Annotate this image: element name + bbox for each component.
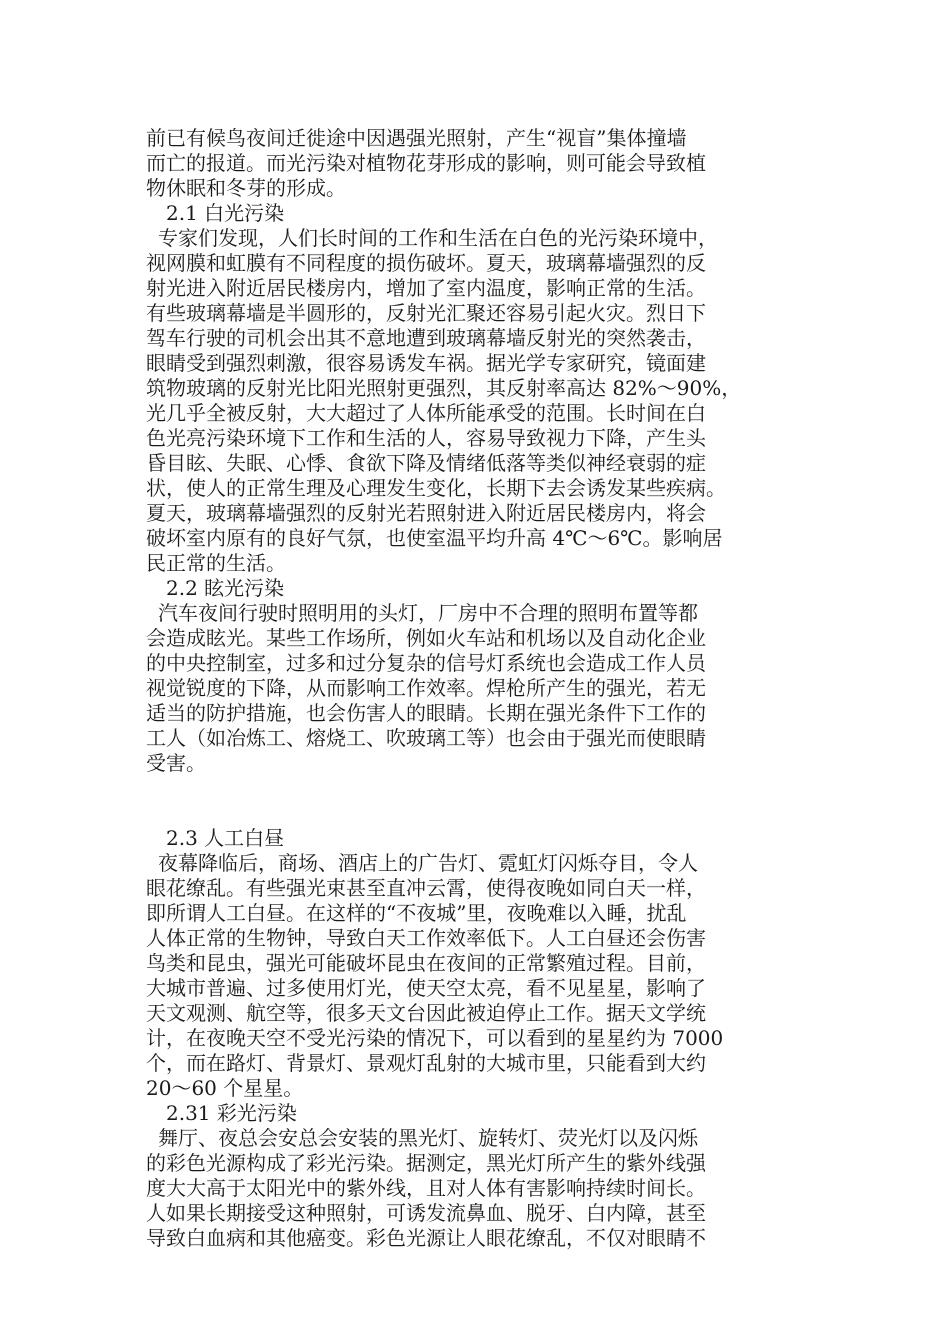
text-line: 大城市普遍、过多使用灯光，使天空太亮，看不见星星，影响了: [146, 976, 706, 1000]
text-line: 昏目眩、失眠、心悸、食欲下降及情绪低落等类似神经衰弱的症: [146, 451, 706, 475]
text-line: 视觉锐度的下降，从而影响工作效率。焊枪所产生的强光，若无: [146, 676, 706, 700]
text-line: 会造成眩光。某些工作场所，例如火车站和机场以及自动化企业: [146, 626, 706, 650]
section-heading-2-3: 2.3 人工白昼: [166, 826, 285, 850]
text-line: 个，而在路灯、背景灯、景观灯乱射的大城市里，只能看到大约: [146, 1051, 706, 1075]
text-line: 鸟类和昆虫，强光可能破坏昆虫在夜间的正常繁殖过程。目前，: [146, 951, 706, 975]
text-line: 专家们发现，人们长时间的工作和生活在白色的光污染环境中，: [158, 226, 718, 250]
text-line: 筑物玻璃的反射光比阳光照射更强烈，其反射率高达 82%～90%，: [146, 376, 742, 400]
text-line: 有些玻璃幕墙是半圆形的，反射光汇聚还容易引起火灾。烈日下: [146, 301, 706, 325]
section-heading-2-31: 2.31 彩光污染: [166, 1101, 297, 1125]
text-line: 的中央控制室，过多和过分复杂的信号灯系统也会造成工作人员: [146, 651, 706, 675]
text-line: 20～60 个星星。: [146, 1076, 304, 1100]
text-line: 视网膜和虹膜有不同程度的损伤破坏。夏天，玻璃幕墙强烈的反: [146, 251, 706, 275]
text-line: 而亡的报道。而光污染对植物花芽形成的影响，则可能会导致植: [146, 151, 706, 175]
text-line: 眼睛受到强烈刺激，很容易诱发车祸。据光学专家研究，镜面建: [146, 351, 706, 375]
document-body: [146, 126, 786, 1251]
text-line: 汽车夜间行驶时照明用的头灯，厂房中不合理的照明布置等都: [158, 601, 698, 625]
text-line: 导致白血病和其他癌变。彩色光源让人眼花缭乱，不仅对眼睛不: [146, 1226, 706, 1250]
text-line: 工人（如冶炼工、熔烧工、吹玻璃工等）也会由于强光而使眼睛: [146, 726, 706, 750]
text-line: 人如果长期接受这种照射，可诱发流鼻血、脱牙、白内障，甚至: [146, 1201, 706, 1225]
text-line: 前已有候鸟夜间迁徙途中因遇强光照射，产生“视盲”集体撞墙: [146, 126, 687, 150]
text-line: 民正常的生活。: [146, 551, 286, 575]
text-line: 舞厅、夜总会安总会安装的黑光灯、旋转灯、荧光灯以及闪烁: [158, 1126, 698, 1150]
text-line: 色光亮污染环境下工作和生活的人，容易导致视力下降，产生头: [146, 426, 706, 450]
text-line: 物休眠和冬芽的形成。: [146, 176, 346, 200]
section-heading-2-2: 2.2 眩光污染: [166, 576, 285, 600]
text-line: 适当的防护措施，也会伤害人的眼睛。长期在强光条件下工作的: [146, 701, 706, 725]
text-line: 计，在夜晚天空不受光污染的情况下，可以看到的星星约为 7000: [146, 1026, 724, 1050]
text-line: 即所谓人工白昼。在这样的“不夜城”里，夜晚难以入睡，扰乱: [146, 901, 687, 925]
text-line: 人体正常的生物钟，导致白天工作效率低下。人工白昼还会伤害: [146, 926, 706, 950]
text-line: 天文观测、航空等，很多天文台因此被迫停止工作。据天文学统: [146, 1001, 706, 1025]
paragraph-gap: [146, 776, 786, 826]
text-line: 的彩色光源构成了彩光污染。据测定，黑光灯所产生的紫外线强: [146, 1151, 706, 1175]
text-line: 眼花缭乱。有些强光束甚至直冲云霄，使得夜晚如同白天一样，: [146, 876, 706, 900]
text-line: 状，使人的正常生理及心理发生变化，长期下去会诱发某些疾病。: [146, 476, 726, 500]
text-line: 受害。: [146, 751, 206, 775]
text-line: 夜幕降临后，商场、酒店上的广告灯、霓虹灯闪烁夺目，令人: [158, 851, 698, 875]
text-line: 夏天，玻璃幕墙强烈的反射光若照射进入附近居民楼房内，将会: [146, 501, 706, 525]
text-line: 度大大高于太阳光中的紫外线，且对人体有害影响持续时间长。: [146, 1176, 706, 1200]
text-line: 射光进入附近居民楼房内，增加了室内温度，影响正常的生活。: [146, 276, 706, 300]
text-line: 驾车行驶的司机会出其不意地遭到玻璃幕墙反射光的突然袭击，: [146, 326, 706, 350]
text-line: 破坏室内原有的良好气氛，也使室温平均升高 4℃～6℃。影响居: [146, 526, 723, 550]
text-line: 光几乎全被反射，大大超过了人体所能承受的范围。长时间在白: [146, 401, 706, 425]
section-heading-2-1: 2.1 白光污染: [166, 201, 285, 225]
